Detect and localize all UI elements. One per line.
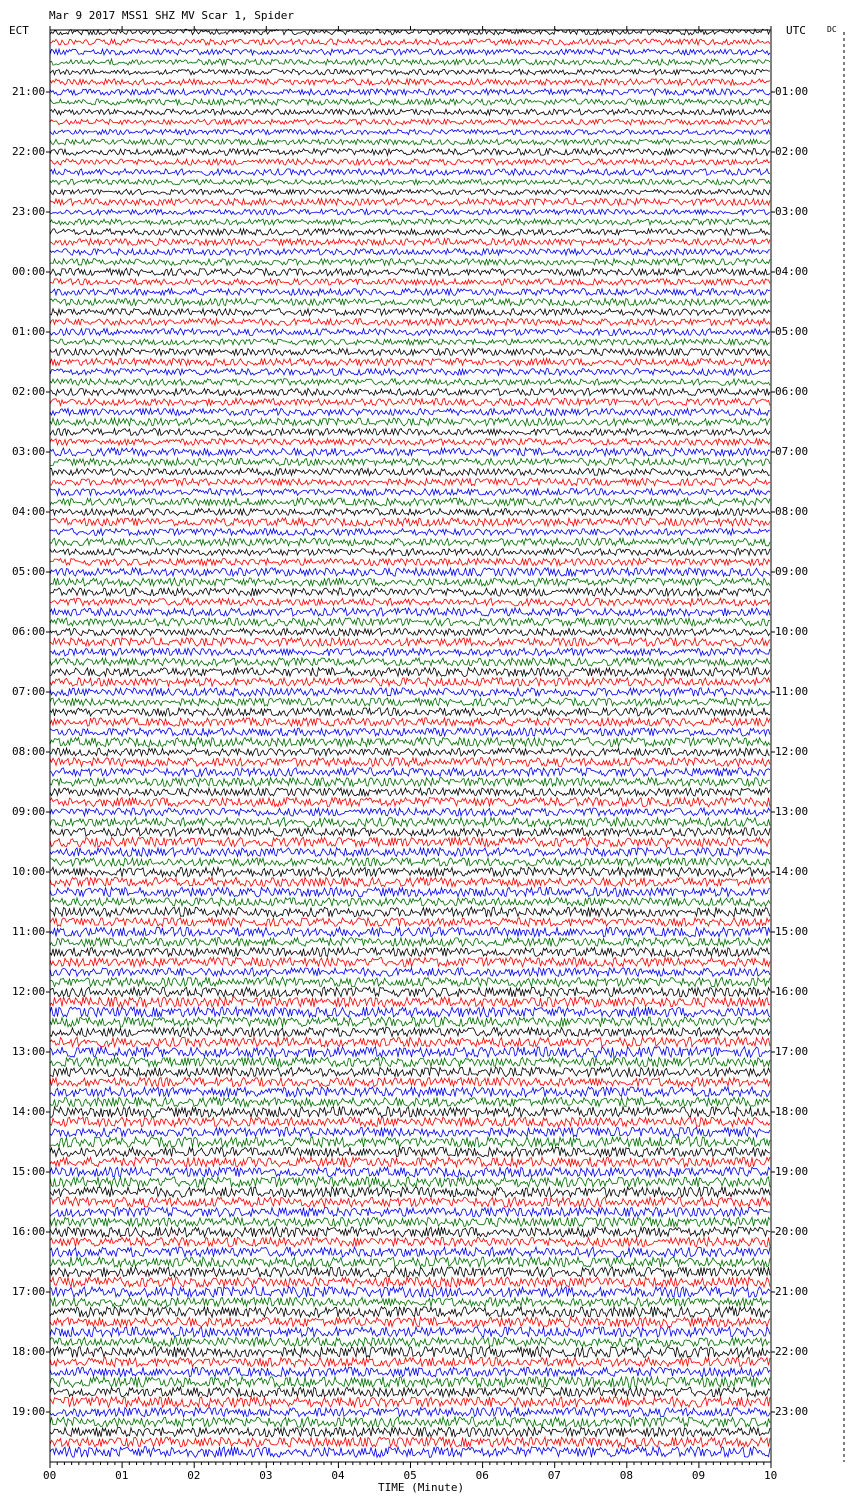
seismic-trace xyxy=(50,59,770,65)
seismic-trace xyxy=(50,289,770,296)
right-hour-label: 03:00 xyxy=(775,205,809,218)
left-hour-label: 10:00 xyxy=(12,865,46,878)
x-tick-label: 06 xyxy=(475,1469,489,1482)
right-hour-label: 13:00 xyxy=(775,805,809,818)
seismic-trace xyxy=(50,588,770,596)
seismic-trace xyxy=(50,1217,770,1226)
seismic-trace xyxy=(50,1097,770,1106)
seismic-trace xyxy=(50,1337,770,1346)
plot-title: Mar 9 2017 MSS1 SHZ MV Scar 1, Spider xyxy=(49,9,295,22)
x-tick-label: 07 xyxy=(547,1469,561,1482)
seismic-trace xyxy=(50,948,770,957)
seismic-trace xyxy=(50,898,770,907)
right-hour-label: 14:00 xyxy=(775,865,809,878)
seismic-trace xyxy=(50,249,770,256)
seismic-trace xyxy=(50,987,770,997)
seismic-trace xyxy=(50,808,770,816)
seismic-trace xyxy=(50,259,770,266)
x-tick-label: 09 xyxy=(691,1469,706,1482)
seismic-trace xyxy=(50,309,770,316)
seismic-trace xyxy=(50,129,770,134)
right-hour-label: 16:00 xyxy=(775,985,809,998)
left-hour-label: 04:00 xyxy=(12,505,46,518)
seismic-trace xyxy=(50,688,770,696)
seismic-trace xyxy=(50,558,770,565)
seismic-trace xyxy=(50,678,770,687)
seismic-trace xyxy=(50,509,770,516)
right-hour-label: 22:00 xyxy=(775,1345,809,1358)
seismic-trace xyxy=(50,119,770,124)
right-hour-label: 18:00 xyxy=(775,1105,809,1118)
left-hour-label: 22:00 xyxy=(12,145,46,158)
seismic-trace xyxy=(50,69,770,75)
right-hour-label: 19:00 xyxy=(775,1165,809,1178)
seismic-trace xyxy=(50,1207,770,1216)
seismic-trace xyxy=(50,848,770,857)
seismic-trace xyxy=(50,797,770,806)
seismic-trace xyxy=(50,239,770,246)
right-hour-label: 06:00 xyxy=(775,385,809,398)
left-hour-label: 16:00 xyxy=(12,1225,46,1238)
seismic-trace xyxy=(50,398,770,405)
seismic-trace xyxy=(50,1027,770,1036)
x-tick-label: 00 xyxy=(43,1469,57,1482)
right-hour-label: 10:00 xyxy=(775,625,809,638)
right-hour-label: 01:00 xyxy=(775,85,809,98)
seismic-trace xyxy=(50,708,770,716)
seismic-trace xyxy=(50,379,770,386)
seismic-trace xyxy=(50,348,770,355)
seismic-trace xyxy=(50,1407,770,1416)
seismic-trace xyxy=(50,1237,770,1246)
right-hour-label: 15:00 xyxy=(775,925,809,938)
left-hour-label: 01:00 xyxy=(12,325,46,338)
left-hour-label: 18:00 xyxy=(12,1345,46,1358)
seismic-trace xyxy=(50,918,770,926)
seismic-trace xyxy=(50,938,770,947)
left-hour-label: 12:00 xyxy=(12,985,46,998)
left-hour-label: 21:00 xyxy=(12,85,46,98)
seismic-trace xyxy=(50,189,770,194)
seismic-trace xyxy=(50,1347,770,1358)
x-axis-label: TIME (Minute) xyxy=(378,1481,465,1494)
right-hour-label: 12:00 xyxy=(775,745,809,758)
seismic-trace xyxy=(50,1447,770,1458)
seismic-trace xyxy=(50,1397,770,1408)
seismic-trace xyxy=(50,149,770,156)
seismic-trace xyxy=(50,169,770,176)
seismic-trace xyxy=(50,1017,770,1027)
seismic-trace xyxy=(50,1067,770,1076)
seismic-trace xyxy=(50,1277,770,1287)
seismic-trace xyxy=(50,618,770,626)
seismic-trace xyxy=(50,957,770,966)
seismic-trace xyxy=(50,409,770,416)
right-hour-label: 17:00 xyxy=(775,1045,809,1058)
left-hour-label: 13:00 xyxy=(12,1045,46,1058)
seismic-trace xyxy=(50,748,770,756)
seismic-trace xyxy=(50,1077,770,1086)
seismic-trace xyxy=(50,1317,770,1327)
seismic-trace xyxy=(50,159,770,165)
seismic-trace xyxy=(50,968,770,977)
seismic-trace xyxy=(50,49,770,55)
seismic-trace xyxy=(50,1367,770,1376)
seismic-trace xyxy=(50,1147,770,1157)
seismic-trace xyxy=(50,1257,770,1267)
seismic-trace xyxy=(50,279,770,285)
seismic-trace xyxy=(50,1037,770,1047)
seismic-trace xyxy=(50,1157,770,1167)
right-hour-label: 20:00 xyxy=(775,1225,809,1238)
seismic-trace xyxy=(50,458,770,465)
seismic-trace xyxy=(50,1227,770,1237)
x-tick-label: 02 xyxy=(187,1469,201,1482)
x-tick-label: 08 xyxy=(619,1469,634,1482)
seismic-trace xyxy=(50,1377,770,1388)
seismic-trace xyxy=(50,768,770,777)
seismic-trace xyxy=(50,668,770,677)
seismic-trace xyxy=(50,109,770,115)
seismic-trace xyxy=(50,209,770,215)
seismic-trace xyxy=(50,538,770,546)
seismic-trace xyxy=(50,299,770,306)
seismic-trace xyxy=(50,837,770,846)
seismic-trace xyxy=(50,1057,770,1066)
seismic-trace xyxy=(50,498,770,506)
seismic-trace xyxy=(50,358,770,365)
seismic-trace xyxy=(50,1327,770,1337)
right-timezone-label: UTC xyxy=(786,24,806,37)
left-hour-label: 17:00 xyxy=(12,1285,46,1298)
right-hour-label: 09:00 xyxy=(775,565,809,578)
seismic-trace xyxy=(50,1287,770,1298)
right-hour-label: 02:00 xyxy=(775,145,809,158)
seismic-trace xyxy=(50,1267,770,1277)
x-tick-label: 03 xyxy=(259,1469,273,1482)
left-hour-label: 09:00 xyxy=(12,805,46,818)
right-hour-label: 07:00 xyxy=(775,445,809,458)
seismic-trace xyxy=(50,1417,770,1427)
seismic-trace xyxy=(50,79,770,85)
seismic-trace xyxy=(50,319,770,326)
right-hour-label: 04:00 xyxy=(775,265,809,278)
seismic-trace xyxy=(50,1357,770,1366)
seismic-trace xyxy=(50,179,770,185)
left-hour-label: 05:00 xyxy=(12,565,46,578)
x-tick-label: 05 xyxy=(403,1469,417,1482)
seismic-trace xyxy=(50,1117,770,1127)
seismic-trace xyxy=(50,1197,770,1207)
seismic-trace xyxy=(50,1177,770,1187)
seismic-trace xyxy=(50,738,770,747)
seismic-trace xyxy=(50,638,770,646)
seismic-trace xyxy=(50,1137,770,1147)
seismic-trace xyxy=(50,658,770,666)
seismic-trace xyxy=(50,977,770,986)
seismic-trace xyxy=(50,199,770,206)
seismic-trace xyxy=(50,608,770,616)
seismic-trace xyxy=(50,139,770,145)
seismic-trace xyxy=(50,1007,770,1017)
seismic-trace xyxy=(50,758,770,767)
seismic-trace xyxy=(50,369,770,376)
seismic-trace xyxy=(50,698,770,706)
seismic-trace xyxy=(50,388,770,395)
right-hour-label: 11:00 xyxy=(775,685,809,698)
seismic-trace xyxy=(50,529,770,536)
seismic-trace xyxy=(50,1087,770,1097)
seismic-trace xyxy=(50,718,770,726)
left-timezone-label: ECT xyxy=(9,24,29,37)
seismic-trace xyxy=(50,268,770,275)
left-hour-label: 15:00 xyxy=(12,1165,46,1178)
seismic-trace xyxy=(50,39,770,45)
seismic-trace xyxy=(50,867,770,877)
seismic-trace xyxy=(50,448,770,456)
seismic-trace xyxy=(50,877,770,886)
seismic-trace xyxy=(50,1107,770,1117)
seismic-trace xyxy=(50,1047,770,1057)
seismic-trace xyxy=(50,439,770,446)
seismic-trace xyxy=(50,489,770,496)
seismic-trace xyxy=(50,817,770,826)
seismic-trace xyxy=(50,828,770,837)
seismic-trace xyxy=(50,598,770,606)
seismic-trace xyxy=(50,339,770,345)
seismic-trace xyxy=(50,858,770,866)
left-hour-label: 00:00 xyxy=(12,265,46,278)
seismic-trace xyxy=(50,788,770,796)
seismic-trace xyxy=(50,329,770,336)
seismic-trace xyxy=(50,887,770,896)
seismic-trace xyxy=(50,1307,770,1318)
seismic-trace xyxy=(50,778,770,787)
left-hour-label: 19:00 xyxy=(12,1405,46,1418)
seismic-trace xyxy=(50,89,770,95)
seismic-trace xyxy=(50,1247,770,1257)
seismic-trace xyxy=(50,99,770,105)
seismic-trace xyxy=(50,549,770,556)
seismic-trace xyxy=(50,927,770,937)
right-hour-label: 21:00 xyxy=(775,1285,809,1298)
left-hour-label: 08:00 xyxy=(12,745,46,758)
left-hour-label: 11:00 xyxy=(12,925,46,938)
left-hour-label: 07:00 xyxy=(12,685,46,698)
seismic-trace xyxy=(50,1127,770,1136)
left-hour-label: 02:00 xyxy=(12,385,46,398)
x-tick-label: 01 xyxy=(115,1469,129,1482)
seismic-trace xyxy=(50,907,770,917)
seismic-trace xyxy=(50,1187,770,1197)
seismic-trace xyxy=(50,1297,770,1306)
seismic-trace xyxy=(50,628,770,635)
right-hour-label: 05:00 xyxy=(775,325,809,338)
seismic-trace xyxy=(50,997,770,1007)
seismic-trace xyxy=(50,1387,770,1397)
dc-label: DC xyxy=(827,25,837,34)
seismic-trace xyxy=(50,728,770,736)
seismic-trace xyxy=(50,429,770,436)
left-hour-label: 23:00 xyxy=(12,205,46,218)
seismic-trace xyxy=(50,648,770,656)
seismic-trace xyxy=(50,229,770,235)
seismic-trace xyxy=(50,219,770,225)
left-hour-label: 14:00 xyxy=(12,1105,46,1118)
seismic-trace xyxy=(50,468,770,475)
right-hour-label: 08:00 xyxy=(775,505,809,518)
seismic-trace xyxy=(50,578,770,586)
seismic-trace xyxy=(50,1167,770,1177)
left-hour-label: 06:00 xyxy=(12,625,46,638)
seismic-trace xyxy=(50,518,770,526)
x-tick-label: 10 xyxy=(764,1469,778,1482)
seismic-trace xyxy=(50,478,770,485)
seismic-trace xyxy=(50,418,770,426)
seismic-trace xyxy=(50,568,770,576)
seismic-trace xyxy=(50,1427,770,1437)
right-hour-label: 23:00 xyxy=(775,1405,809,1418)
seismic-trace xyxy=(50,1437,770,1447)
x-tick-label: 04 xyxy=(331,1469,345,1482)
left-hour-label: 03:00 xyxy=(12,445,46,458)
